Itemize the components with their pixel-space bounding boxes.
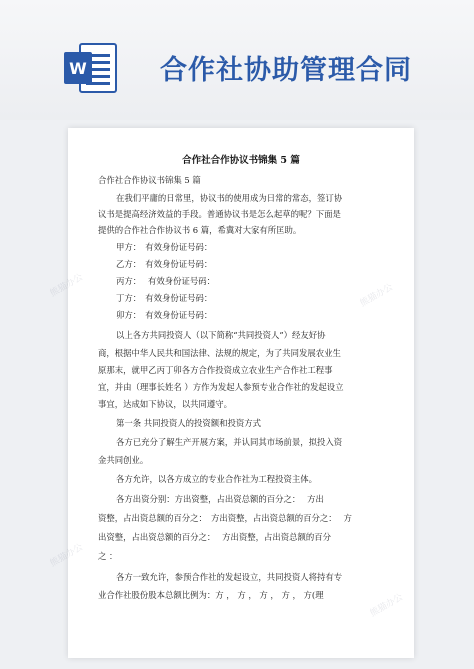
doc-line: 丙方： 有效身份证号码： <box>116 276 215 286</box>
doc-line: 资整，占出资总额的百分之： 方出资整，占出资总额的百分之： 方 <box>98 513 352 523</box>
doc-line: 宜，并由（理事长姓名 ）方作为发起人参预专业合作社的发起设立 <box>98 382 344 392</box>
doc-line: 原那末，就甲乙丙丁卯各方合作投资成立农业生产合作社工程事 <box>98 365 333 375</box>
svg-text:W: W <box>69 59 87 78</box>
doc-line: 乙方： 有效身份证号码： <box>116 259 213 269</box>
doc-line: 在我们平庸的日常里，协议书的使用成为日常的常态，签订协 <box>116 193 343 203</box>
banner-title: 合作社协助管理合同 <box>160 55 412 86</box>
doc-line: 第一条 共同投资人的投资额和投资方式 <box>116 418 262 428</box>
doc-line: 甲方： 有效身份证号码： <box>116 242 213 252</box>
doc-line: 提供的合作社合作协议书 6 篇，希冀对大家有所匡助。 <box>98 225 302 235</box>
doc-line: 议书是提高经济效益的手段。普通协议书是怎么起草的呢？下面是 <box>98 209 341 219</box>
doc-line: 之 ： <box>98 551 118 561</box>
doc-line: 丁方： 有效身份证号码： <box>116 293 213 303</box>
doc-line: 商，根据中华人民共和国法律、法规的规定，为了共同发展农业生 <box>98 348 341 358</box>
doc-line: 以上各方共同投资人（以下简称“共同投资人”）经友好协 <box>116 330 326 340</box>
doc-line: 事宜，达成如下协议，以共同遵守。 <box>98 399 232 409</box>
doc-line: 各方已充分了解生产开展方案，并认同其市场前景，拟投入资 <box>116 437 343 447</box>
banner <box>0 0 474 120</box>
doc-line: 各方一致允许，参预合作社的发起设立，共同投资人将持有专 <box>116 572 343 582</box>
watermark: 熊猫办公 <box>48 272 85 300</box>
doc-line: 卯方： 有效身份证号码： <box>116 310 213 320</box>
doc-line: 金共同创业。 <box>98 455 149 465</box>
document-page <box>48 128 414 658</box>
watermark: 熊猫办公 <box>48 542 85 570</box>
word-document-icon <box>62 40 118 96</box>
doc-line: 合作社合作协议书锦集 5 篇 <box>98 175 201 185</box>
doc-line: 各方允许，以各方成立的专业合作社为工程投资主体。 <box>116 474 317 484</box>
doc-line: 出资整，占出资总额的百分之： 方出资整，占出资总额的百分 <box>98 532 331 542</box>
watermark: 熊猫办公 <box>358 282 395 310</box>
doc-line: 各方出资分别：方出资整，占出资总额的百分之： 方出 <box>116 494 324 504</box>
doc-line: 业合作社股份股本总额比例为：方 ， 方 ， 方 ， 方 ， 方(理 <box>98 590 324 600</box>
watermark: 熊猫办公 <box>368 592 405 620</box>
document-title: 合作社合作协议书锦集 5 篇 <box>182 155 300 166</box>
